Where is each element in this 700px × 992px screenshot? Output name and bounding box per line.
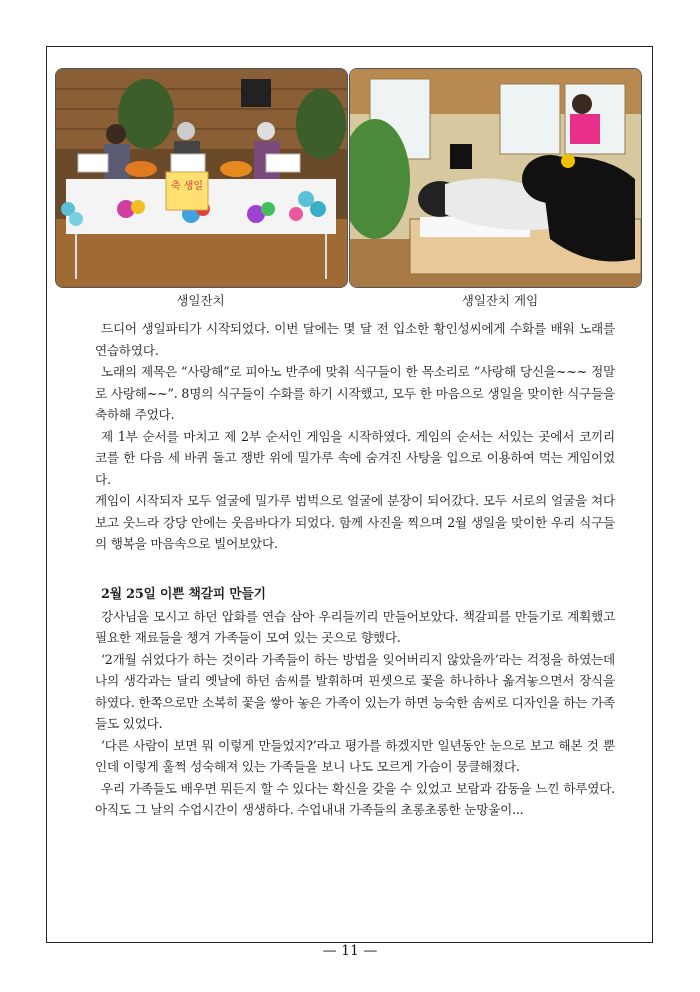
birthday-party-photo xyxy=(55,68,348,288)
paragraph: ‘2개월 쉬었다가 하는 것이라 가족들이 하는 방법을 잊어버리지 않았을까’라는 걱정을 하였는데 나의 생각과는 달리 옛날에 하던 솜씨를 발휘하며 핀셋으로 꽃을 하나하나 옮겨놓으면서 장식을 하였다. 한쪽으로만 소복히 꽃을 쌓아 놓은 가족이 있는가 하면 능숙한 솜씨로 디자인을 하는 가족들도 있었다. xyxy=(95,651,615,731)
page-number: — 11 — xyxy=(322,943,378,959)
paragraph: 노래의 제목은 “사랑해”로 피아노 반주에 맞춰 식구들이 한 목소리로 “사랑해 당신을~~~ 정말로 사랑해~~”. 8명의 식구들이 수화를 하기 시작했고, 모두 한 마음으로 생일을 맞이한 식구들을 축하해 주었다. xyxy=(95,364,615,422)
paragraph: ‘다른 사람이 보면 뭐 이렇게 만들었지?’라고 평가를 하겠지만 일년동안 눈으로 보고 해본 것 뿐인데 이렇게 훌쩍 성숙해져 있는 가족들을 보니 나도 모르게 가슴이 뭉클해졌다. xyxy=(95,737,615,774)
cake-letters-text: 축 생일 xyxy=(170,181,204,192)
bookmark-story xyxy=(95,584,615,821)
birthday-story xyxy=(95,318,615,555)
paragraph: 게임이 시작되자 모두 얼굴에 밀가루 범벅으로 얼굴에 분장이 되어갔다. 모두 서로의 얼굴을 쳐다보고 웃느라 강당 안에는 웃음바다가 되었다. 함께 사진을 찍으며 2월 생일을 맞이한 우리 식구들의 행복을 마음속으로 빌어보았다. xyxy=(95,493,615,551)
party-game-photo xyxy=(349,68,642,288)
paragraph: 강사님을 모시고 하던 압화를 연습 삼아 우리들끼리 만들어보았다. 책갈피를 만들기로 계획했고 필요한 재료들을 챙겨 가족들이 모여 있는 곳으로 향했다. xyxy=(95,608,615,645)
photo-caption-game: 생일잔치 게임 xyxy=(461,293,539,308)
photo-caption-birthday: 생일잔치 xyxy=(176,293,225,308)
paragraph: 제 1부 순서를 마치고 제 2부 순서인 게임을 시작하였다. 게임의 순서는 서있는 곳에서 코끼리 코를 한 다음 세 바퀴 돌고 쟁반 위에 밀가루 속에 숨겨진 사탕을 입으로 이용하여 먹는 게임이었다. xyxy=(95,428,615,487)
paragraph: 드디어 생일파티가 시작되었다. 이번 달에는 몇 달 전 입소한 황인성씨에게 수화를 배워 노래를 연습하였다. xyxy=(95,321,615,358)
section-heading: 2월 25일 이쁜 책갈피 만들기 xyxy=(101,587,266,602)
paragraph: 우리 가족들도 배우면 뭐든지 할 수 있다는 확신을 갖을 수 있었고 보람과 감동을 느낀 하루였다. 아직도 그 날의 수업시간이 생생하다. 수업내내 가족들의 초롱초롱한 눈망울이... xyxy=(95,780,615,817)
